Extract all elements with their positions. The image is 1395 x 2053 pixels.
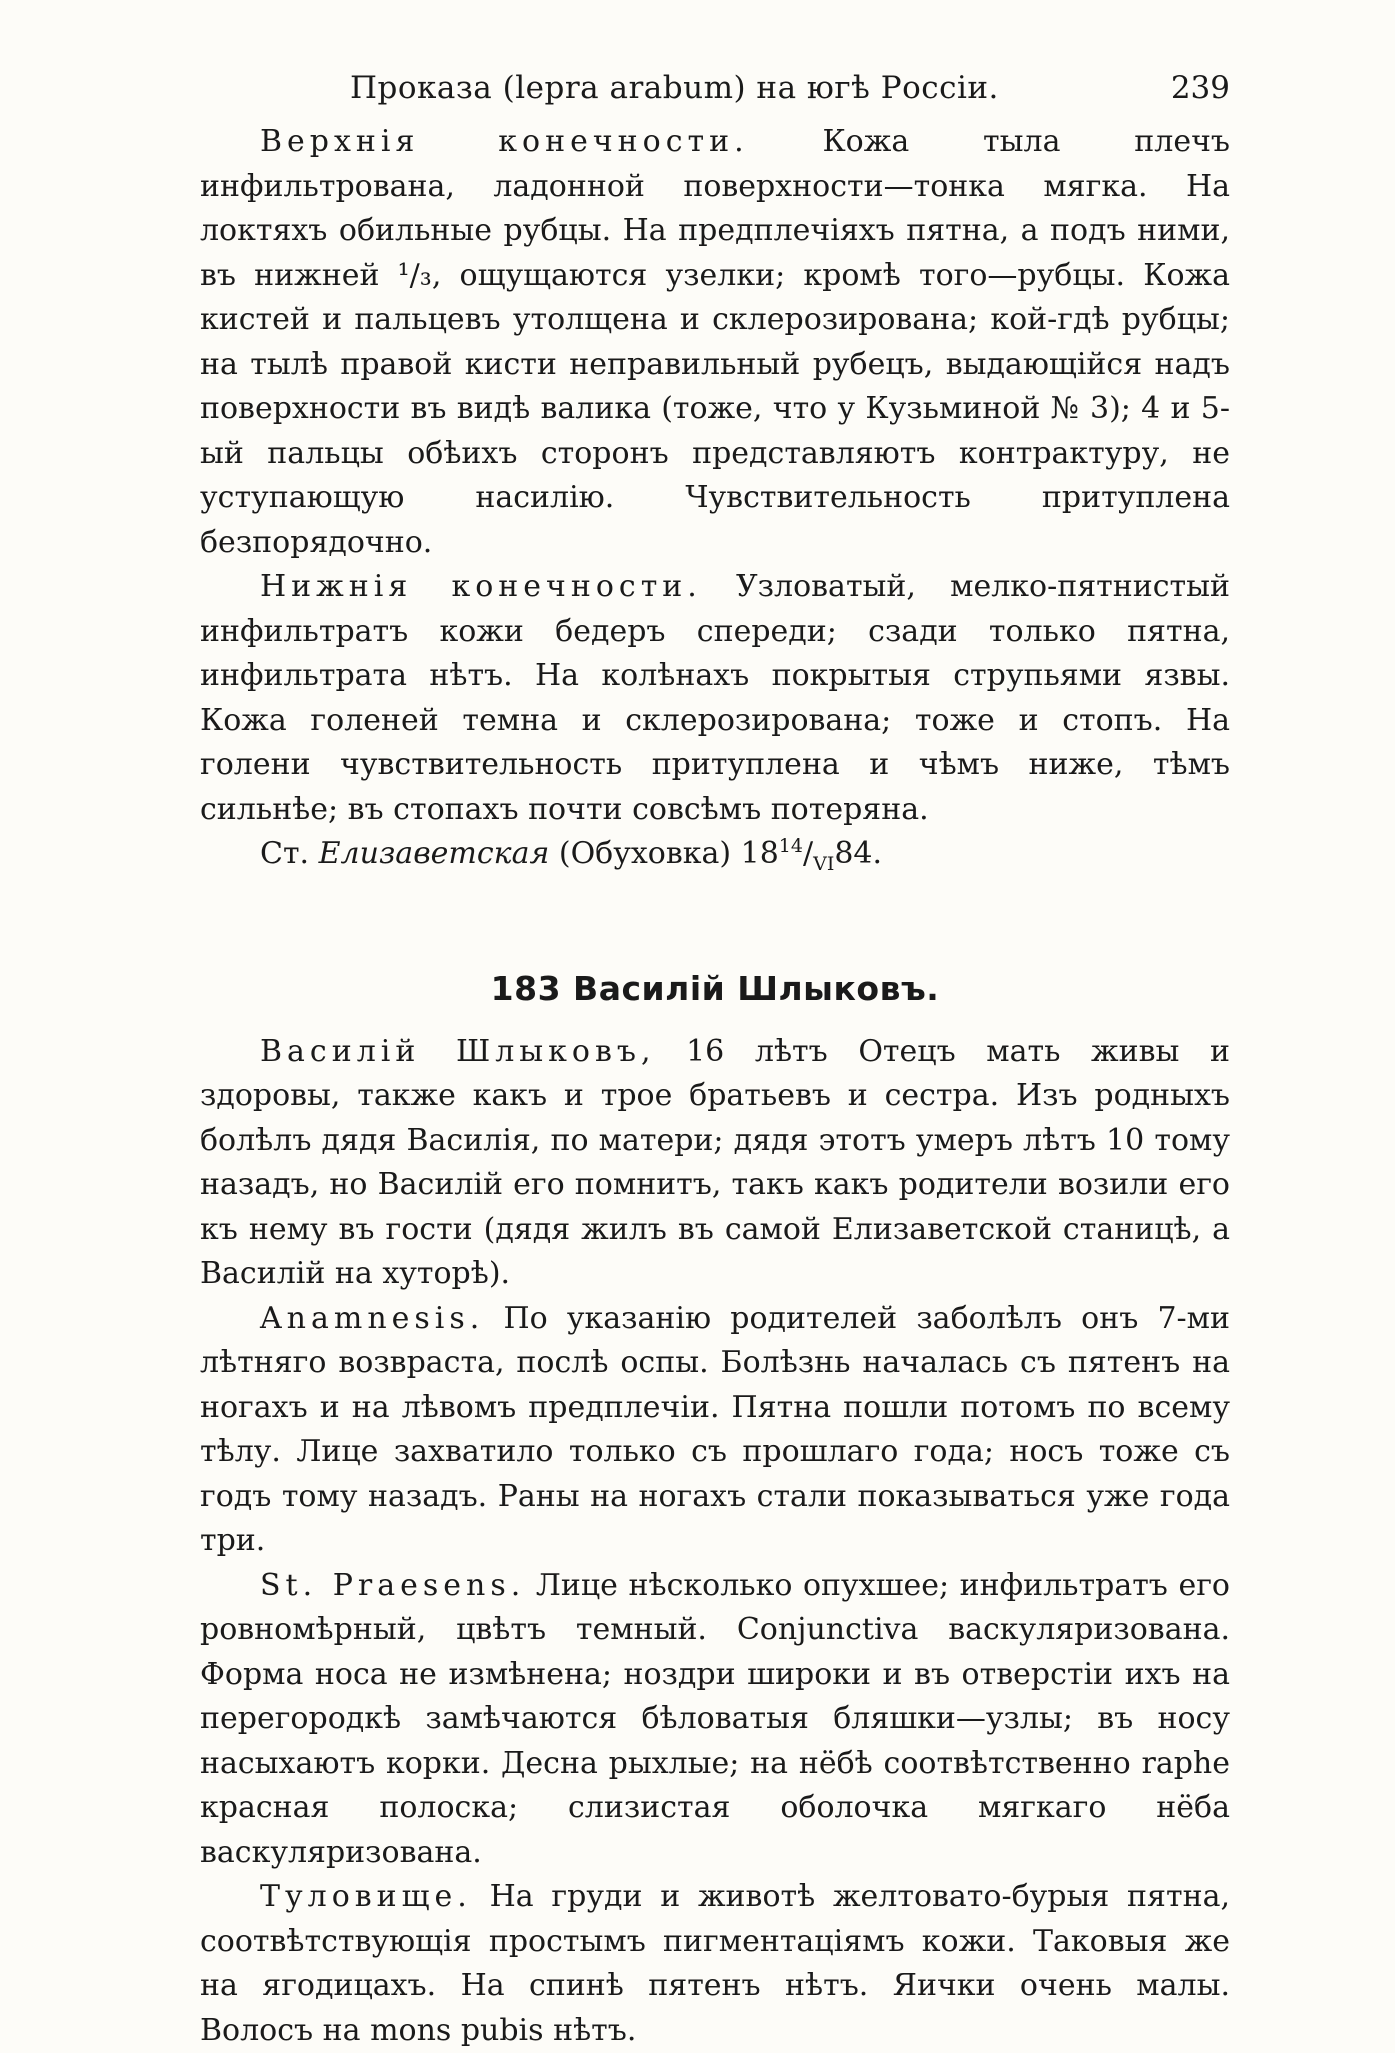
paragraph-lower-limbs: [200, 565, 1230, 832]
date-day: 14: [778, 835, 803, 857]
case-heading: 183 Василій Шлыковъ.: [490, 968, 940, 1008]
paragraph-text: По указанію родителей заболѣлъ онъ 7-ми лѣтняго возвраста, послѣ оспы. Болѣзнь началась съ пятенъ на ногахъ и на лѣвомъ предплечіи. Пятна пошли потомъ по всему тѣлу. Лице захватило только съ прошлаго года; носъ тоже съ годъ тому назадъ. Раны на ногахъ стали показываться уже года три.: [200, 1300, 1230, 1558]
paragraph-text: Кожа тыла плечъ инфильтрована, ладонной поверхности—тонка мягка. На локтяхъ обильные рубцы. На предплечіяхъ пятна, а подъ ними, въ нижней ¹/₃, ощущаются узелки; кромѣ того—рубцы. Кожа кистей и пальцевъ утолщена и склерозирована; кой-гдѣ рубцы; на тылѣ правой кисти неправильный рубецъ, выдающійся надъ поверхности въ видѣ валика (тоже, что у Кузьминой № 3); 4 и 5-ый пальцы обѣихъ сторонъ представляютъ контрактуру, не уступающую насилію. Чувствительность притуплена безпорядочно.: [200, 124, 1230, 560]
body-text: [200, 120, 1230, 2053]
paragraph-status-praesens: [200, 1564, 1230, 1876]
date-year: 84.: [834, 836, 883, 871]
paragraph-text: На груди и животѣ желтовато-бурыя пятна, соотвѣтствующія простымъ пигментаціямъ кожи. Таковыя же на ягодицахъ. На спинѣ пятенъ нѣтъ. Яички очень малы. Волосъ на mons pubis нѣтъ.: [200, 1879, 1230, 2048]
paragraph-anamnesis: [200, 1297, 1230, 1564]
book-page: [200, 60, 1230, 2053]
place-suffix: (Обуховка) 18: [549, 836, 779, 871]
paragraph-trunk: [200, 1875, 1230, 2053]
paragraph-place-date: Ст. Елизаветская (Обуховка) $18^{14}/_{VI}84$.: [260, 835, 883, 875]
paragraph-lead: St. Praesens.: [260, 1567, 526, 1603]
running-head: [200, 60, 1230, 120]
paragraph-lead: Василій Шлыковъ,: [260, 1033, 656, 1069]
paragraph-text: Узловатый, мелко-пятнистый инфильтратъ кожи бедеръ спереди; сзади только пятна, инфильтрата нѣтъ. На колѣнахъ покрытыя струпьями язвы. Кожа голеней темна и склерозирована; тоже и стопъ. На голени чувствительность притуплена и чѣмъ ниже, тѣмъ сильнѣе; въ стопахъ почти совсѣмъ потеряна.: [200, 569, 1230, 827]
paragraph-text: Лице нѣсколько опухшее; инфильтратъ его ровномѣрный, цвѣтъ темный. Conjunctiva васкуляризована. Форма носа не измѣнена; ноздри широки и въ отверстіи ихъ на перегородкѣ замѣчаются бѣловатыя бляшки—узлы; въ носу насыхаютъ корки. Десна рыхлые; на нёбѣ соотвѣтственно raphe красная полоска; слизистая оболочка мягкаго нёба васкуляризована.: [200, 1567, 1230, 1870]
paragraph-lead: Верхнія конечности.: [260, 124, 749, 159]
place-name: Елизаветская: [318, 836, 550, 871]
running-title: Проказа (lepra arabum) на югѣ Россіи.: [350, 70, 999, 106]
paragraph-text: 16 лѣтъ Отецъ мать живы и здоровы, также какъ и трое братьевъ и сестра. Изъ родныхъ болѣлъ дядя Василія, по матери; дядя этотъ умеръ лѣтъ 10 тому назадъ, но Василій его помнитъ, такъ какъ родители возили его къ нему въ гости (дядя жилъ въ самой Елизаветской станицѣ, а Василій на хуторѣ).: [200, 1033, 1230, 1291]
place-prefix: Ст.: [260, 836, 319, 871]
paragraph-lead: Туловище.: [260, 1879, 472, 1914]
paragraph-lead: Anamnesis.: [260, 1300, 485, 1336]
paragraph-family-history: [200, 1030, 1230, 1297]
paragraph-lead: Нижнія конечности.: [260, 569, 702, 604]
date-month: VI: [813, 853, 835, 875]
paragraph-upper-limbs: [200, 120, 1230, 565]
page-number: 239: [1170, 70, 1230, 106]
